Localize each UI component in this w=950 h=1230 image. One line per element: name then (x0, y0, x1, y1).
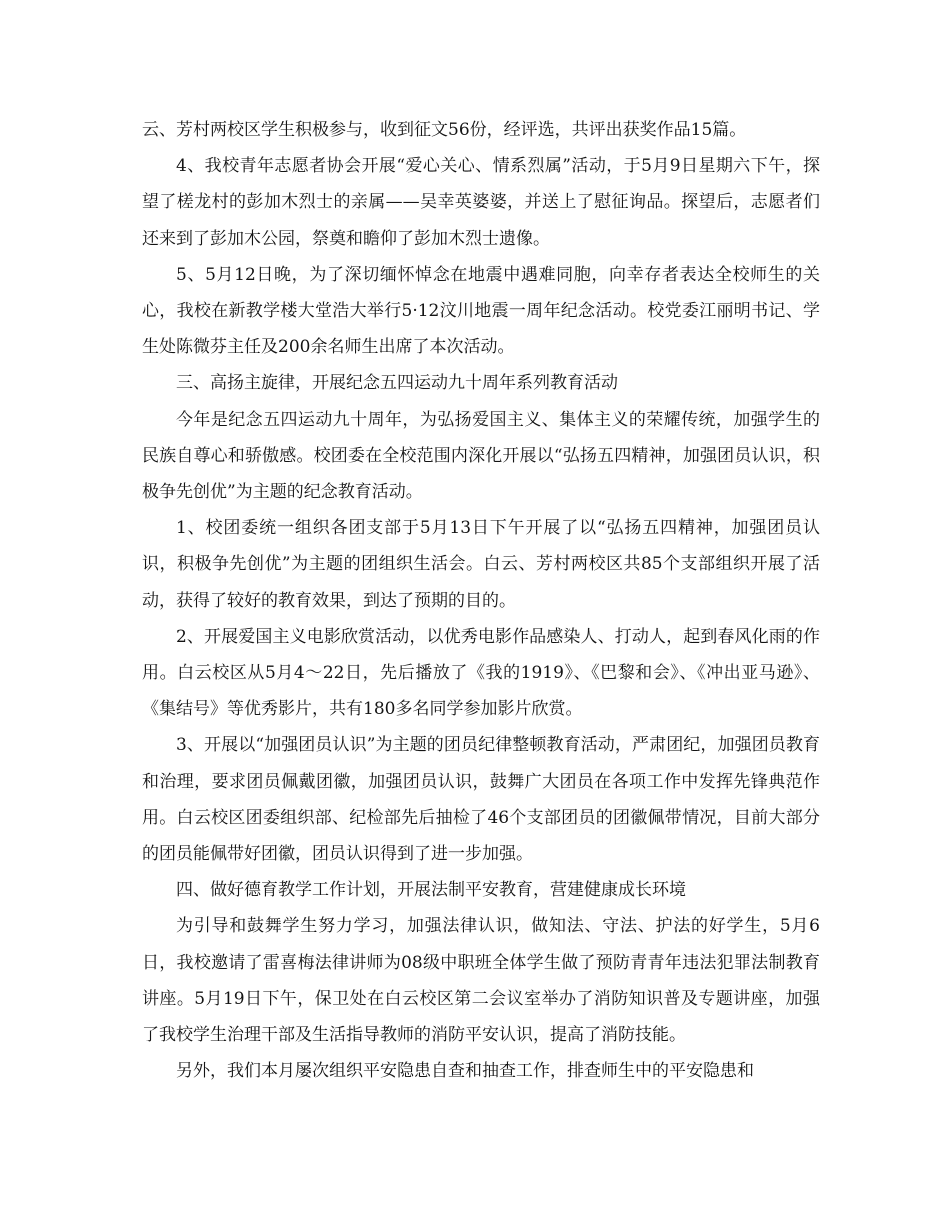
paragraph-8: 3、开展以“加强团员认识”为主题的团员纪律整顿教育活动，严肃团纪，加强团员教育和治理，要求团员佩戴团徽，加强团员认识，鼓舞广大团员在各项工作中发挥先锋典范作用。白云校区团委组织部、纪检部先后抽检了46个支部团员的团徽佩带情况，目前大部分的团员能佩带好团徽，团员认识得到了进一步加强。 (142, 735, 820, 865)
paragraph-10: 为引导和鼓舞学生努力学习，加强法律认识，做知法、守法、护法的好学生，5月6日，我校邀请了雷喜梅法律讲师为08级中职班全体学生做了预防青青年违法犯罪法制教育讲座。5月19日下午，保卫处在白云校区第二会议室举办了消防知识普及专题讲座，加强了我校学生治理干部及生活指导教师的消防平安认识，提高了消防技能。 (142, 916, 820, 1046)
document-body (142, 112, 820, 1089)
section-heading-4: 四、做好德育教学工作计划，开展法制平安教育，营建健康成长环境 (176, 880, 686, 901)
paragraph-1: 云、芳村两校区学生积极参与，收到征文56份，经评选，共评出获奖作品15篇。 (142, 120, 747, 140)
paragraph-3: 5、5月12日晚，为了深切缅怀悼念在地震中遇难同胞，向幸存者表达全校师生的关心，我校在新教学楼大堂浩大举行5·12汶川地震一周年纪念活动。校党委江丽明书记、学生处陈微芬主任及200余名师生出席了本次活动。 (142, 264, 820, 358)
paragraph-2: 4、我校青年志愿者协会开展“爱心关心、情系烈属”活动，于5月9日星期六下午，探望了槎龙村的彭加木烈士的亲属——吴幸英婆婆，并送上了慰征询品。探望后，志愿者们还来到了彭加木公园，祭奠和瞻仰了彭加木烈士遗像。 (142, 156, 820, 249)
paragraph-5: 今年是纪念五四运动九十周年，为弘扬爱国主义、集体主义的荣耀传统，加强学生的民族自尊心和骄傲感。校团委在全校范围内深化开展以“弘扬五四精神，加强团员认识，积极争先创优”为主题的纪念教育活动。 (142, 409, 820, 503)
paragraph-11: 另外，我们本月屡次组织平安隐患自查和抽查工作，排查师生中的平安隐患和 (176, 1061, 754, 1082)
paragraph-6: 1、校团委统一组织各团支部于5月13日下午开展了以“弘扬五四精神，加强团员认识，积极争先创优”为主题的团组织生活会。白云、芳村两校区共85个支部组织开展了活动，获得了较好的教育效果，到达了预期的目的。 (142, 518, 820, 611)
paragraph-7: 2、开展爱国主义电影欣赏活动，以优秀电影作品感染人、打动人，起到春风化雨的作用。白云校区从5月4～22日，先后播放了《我的1919》、《巴黎和会》、《冲出亚马逊》、《集结号》等优秀影片，共有180多名同学参加影片欣赏。 (142, 626, 820, 720)
section-heading-3: 三、高扬主旋律，开展纪念五四运动九十周年系列教育活动 (176, 373, 618, 394)
